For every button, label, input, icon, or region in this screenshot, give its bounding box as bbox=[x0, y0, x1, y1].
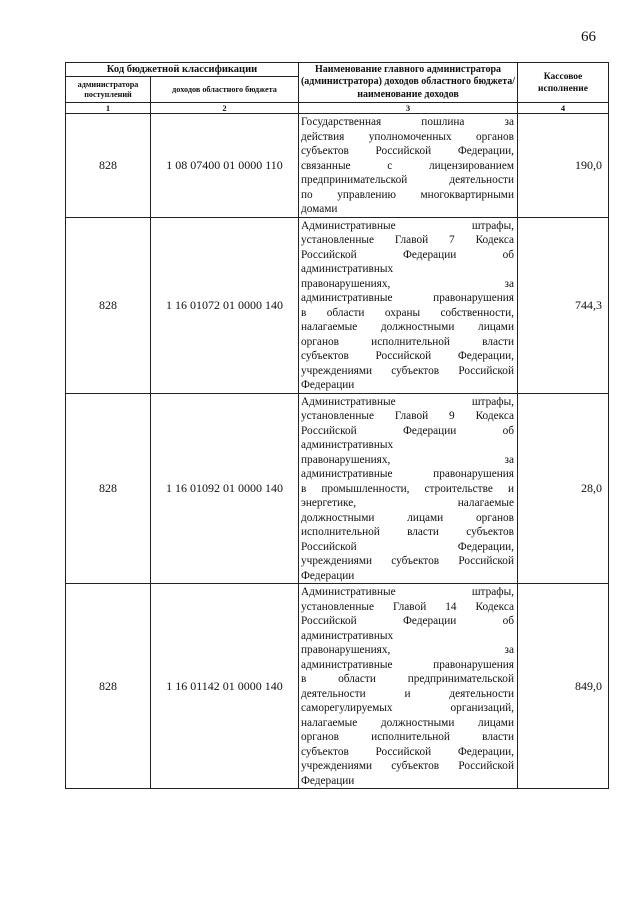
description-line: учреждениями субъектов Российской bbox=[301, 555, 514, 567]
description-line: органов исполнительной власти bbox=[301, 335, 514, 348]
revenue-description-cell bbox=[299, 393, 518, 584]
description-line: по управлению многоквартирными bbox=[301, 188, 514, 201]
revenue-description-cell bbox=[299, 584, 518, 789]
description-line: должностными лицами органов bbox=[301, 511, 514, 524]
table-row bbox=[66, 584, 609, 789]
cash-execution-amount: 744,3 bbox=[518, 217, 609, 393]
cash-execution-amount: 849,0 bbox=[518, 584, 609, 789]
description-line: административные правонарушения bbox=[301, 658, 514, 671]
table-row bbox=[66, 114, 609, 218]
description-line: в промышленности, строительстве и bbox=[301, 482, 514, 495]
table-row bbox=[66, 217, 609, 393]
revenue-code-cell: 1 16 01092 01 0000 140 bbox=[151, 393, 299, 584]
description-line: административных bbox=[301, 629, 394, 642]
header-admin-receipts: администратора поступлений bbox=[66, 77, 151, 103]
description-line: учреждениями субъектов Российской bbox=[301, 760, 514, 772]
description-line: Федерации bbox=[301, 379, 355, 391]
description-line: Федерации bbox=[301, 774, 355, 787]
header-cash-execution: Кассовое исполнение bbox=[518, 63, 609, 103]
description-line: установленные Главой 14 Кодекса bbox=[301, 600, 514, 613]
description-line: административных bbox=[301, 439, 394, 451]
revenue-table bbox=[65, 62, 609, 789]
description-line: Административные штрафы, bbox=[301, 219, 514, 232]
cash-execution-amount: 190,0 bbox=[518, 114, 609, 218]
description-line: домами bbox=[301, 203, 338, 215]
admin-code-cell: 828 bbox=[66, 114, 151, 218]
revenue-code-cell: 1 08 07400 01 0000 110 bbox=[151, 114, 299, 218]
description-line: исполнительной власти субъектов bbox=[301, 526, 514, 538]
column-number-4: 4 bbox=[518, 103, 609, 114]
description-line: правонарушениях, за bbox=[301, 453, 514, 466]
description-line: административных bbox=[301, 263, 394, 275]
column-number-3: 3 bbox=[299, 103, 518, 114]
description-line: субъектов Российской Федерации, bbox=[301, 350, 514, 362]
description-line: саморегулируемых организаций, bbox=[301, 702, 514, 714]
description-line: Российской Федерации, bbox=[301, 540, 514, 553]
header-regional-budget-revenue: доходов областного бюджета bbox=[151, 77, 299, 103]
description-line: Федерации bbox=[301, 569, 355, 582]
description-line: правонарушениях, за bbox=[301, 644, 514, 656]
description-line: Административные штрафы, bbox=[301, 395, 514, 408]
description-line: правонарушениях, за bbox=[301, 277, 514, 290]
description-line: Российской Федерации об bbox=[301, 248, 514, 261]
description-line: субъектов Российской Федерации, bbox=[301, 745, 514, 758]
description-line: Российской Федерации об bbox=[301, 615, 514, 627]
description-line: установленные Главой 9 Кодекса bbox=[301, 410, 514, 422]
page-number: 66 bbox=[581, 29, 596, 45]
description-line: административные правонарушения bbox=[301, 292, 514, 304]
revenue-code-cell: 1 16 01072 01 0000 140 bbox=[151, 217, 299, 393]
admin-code-cell: 828 bbox=[66, 393, 151, 584]
column-number-1: 1 bbox=[66, 103, 151, 114]
admin-code-cell: 828 bbox=[66, 584, 151, 789]
table-body bbox=[66, 114, 609, 789]
description-line: действия уполномоченных органов bbox=[301, 130, 514, 143]
description-line: в области охраны собственности, bbox=[301, 306, 514, 319]
description-line: деятельности и деятельности bbox=[301, 687, 514, 700]
description-line: энергетике, налагаемые bbox=[301, 497, 514, 509]
description-line: административные правонарушения bbox=[301, 468, 514, 480]
description-line: Административные штрафы, bbox=[301, 586, 514, 598]
description-line: предпринимательской деятельности bbox=[301, 174, 514, 186]
description-line: налагаемые должностными лицами bbox=[301, 716, 514, 729]
description-line: связанные с лицензированием bbox=[301, 159, 514, 172]
header-budget-classification-code: Код бюджетной классификации bbox=[66, 63, 299, 77]
admin-code-cell: 828 bbox=[66, 217, 151, 393]
revenue-code-cell: 1 16 01142 01 0000 140 bbox=[151, 584, 299, 789]
description-line: Государственная пошлина за bbox=[301, 116, 514, 128]
table-row bbox=[66, 393, 609, 584]
description-line: установленные Главой 7 Кодекса bbox=[301, 234, 514, 246]
description-line: Российской Федерации об bbox=[301, 424, 514, 437]
description-line: органов исполнительной власти bbox=[301, 731, 514, 743]
cash-execution-amount: 28,0 bbox=[518, 393, 609, 584]
description-line: учреждениями субъектов Российской bbox=[301, 364, 514, 377]
description-line: налагаемые должностными лицами bbox=[301, 321, 514, 333]
description-line: в области предпринимательской bbox=[301, 673, 514, 685]
column-number-2: 2 bbox=[151, 103, 299, 114]
description-line: субъектов Российской Федерации, bbox=[301, 145, 514, 157]
revenue-description-cell bbox=[299, 114, 518, 218]
header-administrator-name: Наименование главного администратора (администратора) доходов областного бюджета/ наименование доходов bbox=[299, 63, 518, 103]
revenue-description-cell bbox=[299, 217, 518, 393]
